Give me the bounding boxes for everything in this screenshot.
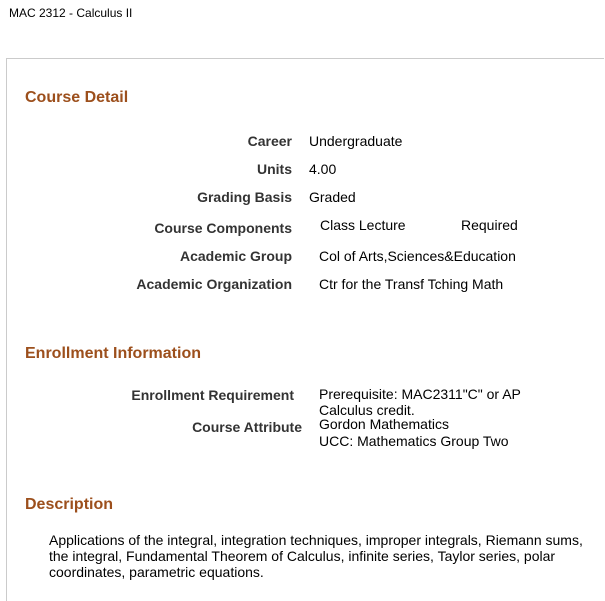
course-components-value: Class Lecture [320, 217, 406, 233]
course-attribute-label: Course Attribute [192, 419, 302, 435]
course-attribute-value: UCC: Mathematics Group Two [319, 433, 509, 449]
units-value: 4.00 [309, 161, 337, 177]
page-title: MAC 2312 - Calculus II [9, 6, 133, 20]
enrollment-requirement-label: Enrollment Requirement [131, 387, 294, 403]
academic-organization-value: Ctr for the Transf Tching Math [319, 276, 504, 292]
academic-organization-label: Academic Organization [136, 276, 292, 292]
enrollment-requirement-value: Prerequisite: MAC2311"C" or AP Calculus credit. [319, 386, 521, 418]
enrollment-information-heading: Enrollment Information [25, 345, 201, 362]
units-label: Units [257, 161, 292, 177]
course-attribute-value: Gordon Mathematics [319, 416, 449, 432]
course-components-status: Required [461, 217, 518, 233]
career-label: Career [247, 133, 292, 149]
academic-group-value: Col of Arts,Sciences&Education [319, 248, 516, 264]
grading-basis-value: Graded [309, 189, 356, 205]
description-heading: Description [25, 496, 114, 513]
course-detail-panel [6, 58, 604, 601]
course-components-label: Course Components [154, 220, 292, 236]
course-detail-heading: Course Detail [25, 89, 129, 106]
academic-group-label: Academic Group [179, 248, 292, 264]
grading-basis-label: Grading Basis [197, 189, 292, 205]
career-value: Undergraduate [309, 133, 403, 149]
description-text: Applications of the integral, integration techniques, improper integrals, Riemann sums, the integral, Fundamental Theorem of Calculus, infinite series, Taylor series, polar coordinates, parametric equations. [49, 532, 583, 580]
